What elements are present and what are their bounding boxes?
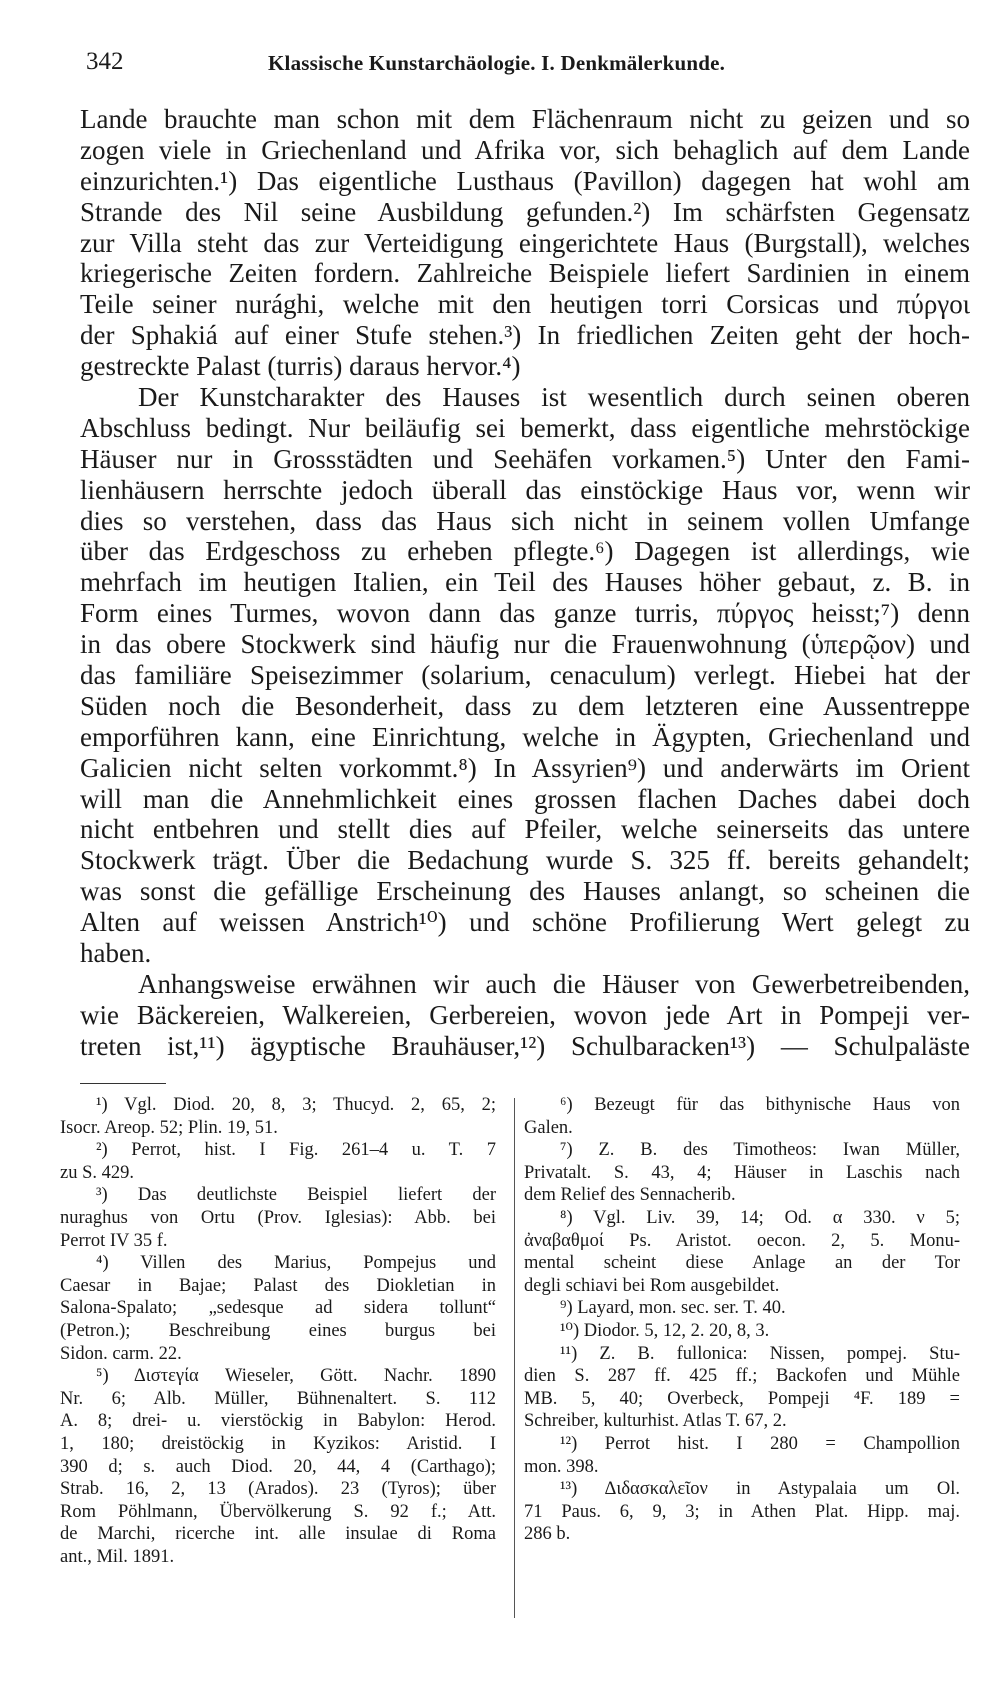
footnote-line: Galen. [524,1117,573,1138]
footnote-line: A. 8; drei- u. vierstöckig in Babylon: Herod. [60,1411,496,1432]
body-line: Abschluss bedingt. Nur beiläufig sei bemerkt, dass eigentliche mehrstöckige [80,412,970,443]
footnote-line: Salona-Spalato; „sedesque ad sidera tollunt“ [60,1298,496,1319]
footnote-line: ²) Perrot, hist. I Fig. 261–4 u. T. 7 [96,1140,496,1161]
footnote-line: Perrot IV 35 f. [60,1230,168,1251]
footnote-line: ¹¹) Z. B. fullonica: Nissen, pompej. Stu- [560,1343,960,1364]
body-line: einzurichten.¹) Das eigentliche Lusthaus (Pavillon) dagegen hat wohl am [80,165,970,196]
body-line: emporführen kann, eine Einrichtung, welche in Ägypten, Griechenland und [80,721,970,752]
footnote-line: de Marchi, ricerche int. alle insulae di Roma [60,1524,496,1545]
footnote-line: ἀναβαθμοί Ps. Aristot. oecon. 2, 5. Monu- [524,1230,960,1251]
footnote-line: Strab. 16, 2, 13 (Arados). 23 (Tyros); über [60,1479,496,1500]
body-line: in das obere Stockwerk sind häufig nur die Frauenwohnung (ὑπερῷον) und [80,629,970,660]
body-line: will man die Annehmlichkeit eines grossen flachen Daches dabei doch [80,783,970,814]
footnote-line: nuraghus von Ortu (Prov. Iglesias): Abb. bei [60,1207,496,1228]
body-line: gestreckte Palast (turris) daraus hervor.⁴) [80,351,521,382]
footnote-line: ⁶) Bezeugt für das bithynische Haus von [560,1095,960,1115]
footnote-line: ⁹) Layard, mon. sec. ser. T. 40. [560,1298,786,1319]
footnote-line: ¹³) Διδασκαλεῖον in Astypalaia um Ol. [560,1479,960,1500]
body-line: Strande des Nil seine Ausbildung gefunden.²) Im schärfsten Gegensatz [80,196,970,227]
footnote-line: dien S. 287 ff. 425 ff.; Backofen und Mühle [524,1366,960,1387]
footnote-line: ⁷) Z. B. des Timotheos: Iwan Müller, [560,1140,960,1161]
body-line: Form eines Turmes, wovon dann das ganze turris, πύργος heisst;⁷) denn [80,598,970,629]
body-line: nicht entbehren und stellt dies auf Pfeiler, welche seinerseits das untere [80,814,970,845]
body-line: Alten auf weissen Anstrich¹⁰) und schöne Profilierung Wert gelegt zu [80,907,970,938]
footnote-line: ⁸) Vgl. Liv. 39, 14; Od. α 330. ν 5; [560,1207,960,1228]
body-line: Teile seiner nurághi, welche mit den heutigen torri Corsicas und πύργοι [80,289,970,320]
footnote-line: Sidon. carm. 22. [60,1343,182,1364]
body-line: Süden noch die Besonderheit, dass zu dem letzteren eine Aussentreppe [80,690,970,721]
body-line: kriegerische Zeiten fordern. Zahlreiche Beispiele liefert Sardinien in einem [80,258,970,289]
main-text [80,104,970,1062]
footnotes-right-column [524,1094,960,1546]
footnote-line: ¹) Vgl. Diod. 20, 8, 3; Thucyd. 2, 65, 2; [96,1095,496,1115]
body-line: lienhäusern herrschte jedoch überall das einstöckige Haus vor, wenn wir [80,474,970,505]
body-line: zogen viele in Griechenland und Afrika vor, sich behaglich auf dem Lande [80,134,970,165]
footnote-separator [80,1083,166,1084]
body-line: dies so verstehen, dass das Haus sich nicht in seinem vollen Umfange [80,505,970,536]
footnote-line: ⁴) Villen des Marius, Pompejus und [96,1253,496,1274]
footnote-line: mental scheint diese Anlage an der Tor [524,1253,960,1274]
page-number: 342 [86,48,124,75]
footnotes-left-column [60,1094,496,1568]
footnote-line: ¹⁰) Diodor. 5, 12, 2. 20, 8, 3. [560,1320,770,1341]
body-line: Häuser nur in Grossstädten und Seehäfen vorkamen.⁵) Unter den Fami- [80,443,970,474]
body-line: Galicien nicht selten vorkommt.⁸) In Assyrien⁹) und anderwärts im Orient [80,752,970,783]
footnote-line: degli schiavi bei Rom ausgebildet. [524,1275,780,1296]
page-header [86,48,960,82]
footnote-line: ⁵) Διστεγία Wieseler, Gött. Nachr. 1890 [96,1366,496,1387]
body-line: der Sphakiá auf einer Stufe stehen.³) In friedlichen Zeiten geht der hoch- [80,320,970,351]
body-line: was sonst die gefällige Erscheinung des Hauses anlangt, so scheinen die [80,876,970,907]
footnote-line: dem Relief des Sennacherib. [524,1185,736,1206]
body-line: Anhangsweise erwähnen wir auch die Häuser von Gewerbetreibenden, [138,968,970,999]
body-line: Lande brauchte man schon mit dem Flächenraum nicht zu geizen und so [80,104,970,134]
body-line: mehrfach im heutigen Italien, ein Teil des Hauses höher gebaut, z. B. in [80,567,970,598]
footnote-line: Isocr. Areop. 52; Plin. 19, 51. [60,1117,278,1138]
body-line: zur Villa steht das zur Verteidigung eingerichtete Haus (Burgstall), welches [80,227,970,258]
footnote-line: 1, 180; dreistöckig in Kyzikos: Aristid. I [60,1433,496,1454]
body-line: das familiäre Speisezimmer (solarium, cenaculum) verlegt. Hiebei hat der [80,660,970,691]
footnote-line: zu S. 429. [60,1162,134,1183]
footnote-line: MB. 5, 40; Overbeck, Pompeji ⁴F. 189 = [524,1388,960,1409]
body-line: wie Bäckereien, Walkereien, Gerbereien, wovon jede Art in Pompeji ver- [80,999,970,1030]
footnote-line: ¹²) Perrot hist. I 280 = Champollion [560,1433,960,1454]
footnote-line: ³) Das deutlichste Beispiel liefert der [96,1185,496,1206]
footnote-line: 390 d; s. auch Diod. 20, 44, 4 (Carthago); [60,1456,496,1477]
footnote-line: Nr. 6; Alb. Müller, Bühnenaltert. S. 112 [60,1388,496,1409]
footnote-line: Caesar in Bajae; Palast des Diokletian in [60,1275,496,1296]
footnote-line: mon. 398. [524,1456,599,1477]
footnote-line: ant., Mil. 1891. [60,1546,175,1567]
body-line: haben. [80,938,152,969]
footnote-column-divider [514,1098,515,1618]
body-line: über das Erdgeschoss zu erheben pflegte.⁶) Dagegen ist allerdings, wie [80,536,970,567]
footnote-line: Schreiber, kulturhist. Atlas T. 67, 2. [524,1411,787,1432]
footnote-line: 286 b. [524,1524,571,1545]
footnote-line: Privatalt. S. 43, 4; Häuser in Laschis nach [524,1162,960,1183]
body-line: Stockwerk trägt. Über die Bedachung wurde S. 325 ff. bereits gehandelt; [80,845,970,876]
body-line: treten ist,¹¹) ägyptische Brauhäuser,¹²) Schulbaracken¹³) — Schulpaläste [80,1030,970,1061]
footnote-line: (Petron.); Beschreibung eines burgus bei [60,1320,496,1341]
footnote-line: 71 Paus. 6, 9, 3; in Athen Plat. Hipp. maj. [524,1501,960,1522]
footnote-line: Rom Pöhlmann, Übervölkerung S. 92 f.; Att. [60,1501,496,1522]
body-line: Der Kunstcharakter des Hauses ist wesentlich durch seinen oberen [138,382,970,413]
running-head: Klassische Kunstarchäologie. I. Denkmälerkunde. [268,51,726,75]
